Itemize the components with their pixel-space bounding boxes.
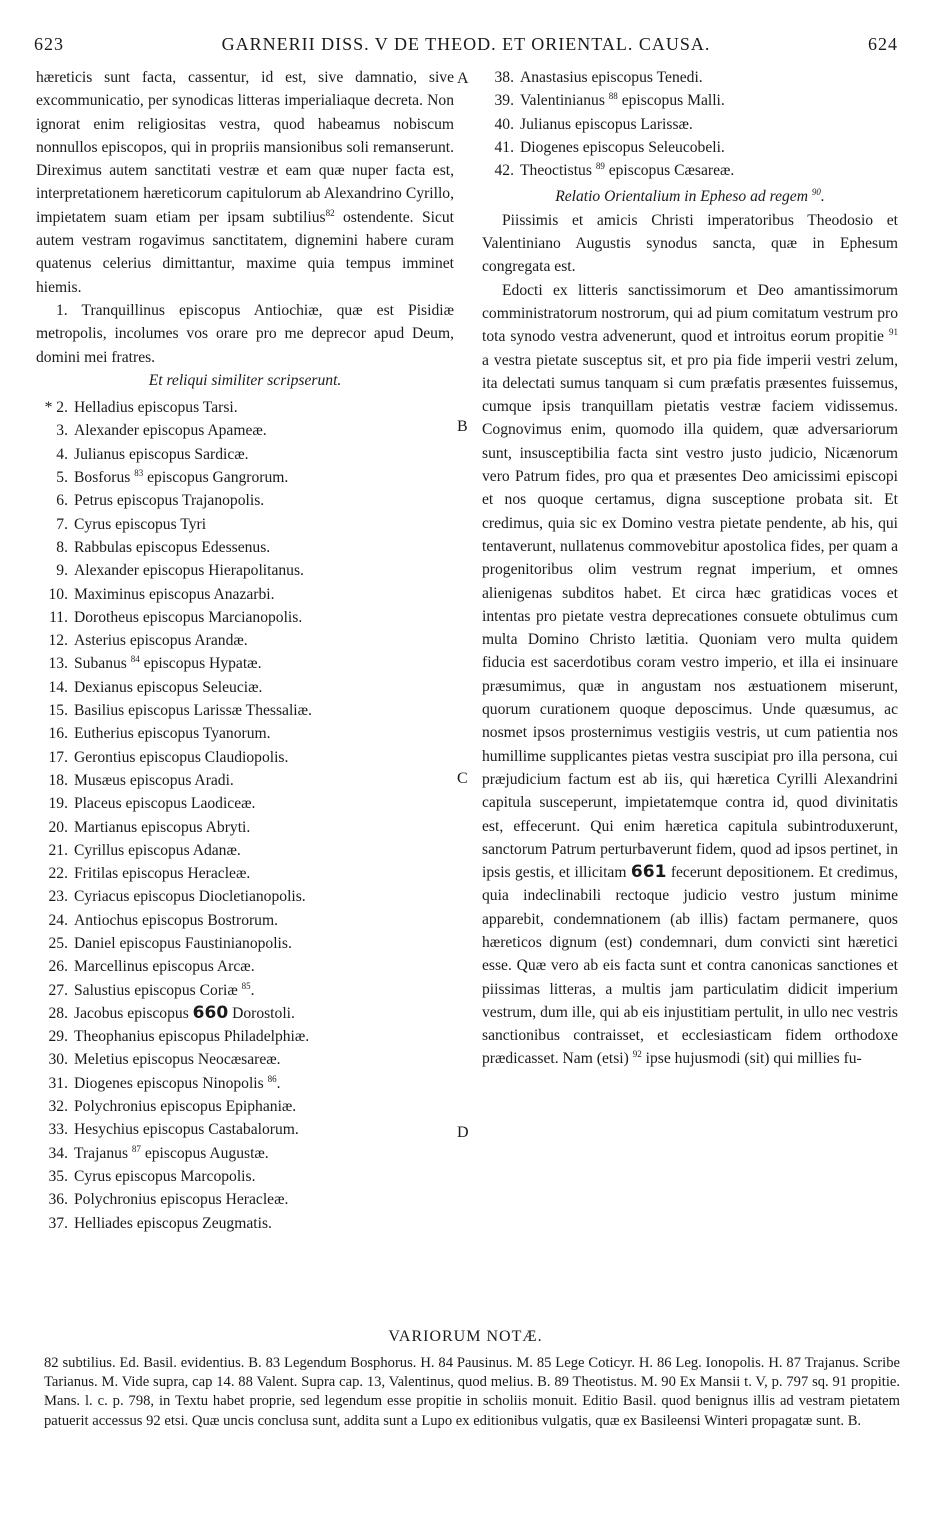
list-item: 13. Subanus $^{84}$ episcopus Hypatæ. (48, 654, 262, 673)
variorum-notes (44, 1354, 900, 1431)
list-item: 14. Dexianus episcopus Seleuciæ. (48, 678, 263, 696)
list-item: 6. Petrus episcopus Trajanopolis. (56, 492, 265, 510)
left-paragraph-2: 1. Tranquillinus episcopus Antiochiæ, quæ est Pisidiæ metropolis, incolumes vos orare pro me deprecor apud Deum, domini mei fratres. (36, 301, 454, 366)
list-item: 22. Fritilas episcopus Heracleæ. (48, 865, 251, 883)
list-item: 9. Alexander episcopus Hierapolitanus. (56, 562, 304, 580)
list-item: 32. Polychronius episcopus Epiphaniæ. (48, 1098, 297, 1116)
left-paragraph-1: hæreticis sunt facta, cassentur, id est, sive damnatio, sive excommunicatio, per synodicas litteras imperialiaque decreta. Non ignorat enim religiositas vestra, quod habeamus nobiscum nonnullos episcopos, qui in propriis mansionibus soli remanserunt. Direximus autem sanctitati vestræ et eam quæ nuper facta est, interpretationem hæreticorum capitulorum ab Alexandrino Cyrillo, impietatem suam etiam per ipsam subtilius$^{82}$ ostendente. Sicut autem vestram rogavimus sanctitatem, dignemini habere curam quatenus celerius dimittantur, maxime quia tempus imminet hiemis. (36, 69, 455, 296)
list-item: 35. Cyrus episcopus Marcopolis. (48, 1167, 256, 1185)
notes-text: 82 subtilius. Ed. Basil. evidentius. B. 83 Legendum Bosphorus. H. 84 Pausinus. M. 85 Lege Coticyr. H. 86 Leg. Ionopolis. H. 87 Trajanus. Scribe Tarianus. M. Vide supra, cap 14. 88 Valent. Supra cap. 13, Valentinus, quod melius. B. 89 Theotistus. M. 90 Ex Mansii t. V, p. 797 sq. 91 propitie. Mans. l. c. p. 798, in Textu habet proprie, sed legendum esse propitie in scholiis monuit. Editio Basil. quod benignus illis ad vestram pietatem patuerit accessus 92 etsi. Quæ uncis conclusa sunt, addita sunt a Lupo ex editionibus vulgatis, quæ ex Basileensi Winteri propagatæ sunt. B. (44, 1355, 900, 1429)
list-item: 38. Anastasius episcopus Tenedi. (494, 69, 703, 86)
list-item: 37. Helliades episcopus Zeugmatis. (48, 1214, 272, 1232)
list-item: 24. Antiochus episcopus Bostrorum. (48, 911, 279, 929)
page-number-right: 624 (868, 34, 898, 54)
list-item: 36. Polychronius episcopus Heracleæ. (48, 1191, 289, 1209)
list-item: 21. Cyrillus episcopus Adanæ. (48, 841, 241, 859)
margin-marker-a: A (457, 70, 469, 87)
list-item: 20. Martianus episcopus Abryti. (48, 818, 251, 836)
right-paragraph-1: Piissimis et amicis Christi imperatoribus Theodosio et Valentiniano Augustis synodus sancta, quæ in Ephesum congregata est. (482, 211, 898, 276)
list-item: * 2. Helladius episcopus Tarsi. (44, 399, 238, 417)
list-item: 34. Trajanus $^{87}$ episcopus Augustæ. (48, 1143, 269, 1162)
list-item: 42. Theoctistus $^{89}$ episcopus Cæsareæ. (494, 161, 735, 180)
footnote-ref: 82 (325, 207, 335, 218)
page-number-left: 623 (34, 34, 64, 54)
right-paragraph-2: Edocti ex litteris sanctissimorum et Deo amantissimorum comministratorum nostrorum, qui ad pium comitatum vestrum pro tota synodo vestra advenerunt, quod et introitus eorum propitie $^{91}$ a vestra pietate susceptus sit, et pro pia fide imperii vestri zelum, ita delectati sumus tanquam si cum præfatis præsentes fuissemus, cumque ipsis tranquillam pietatis vestræ faciem vidissemus. Cognovimus enim, quomodo illa quidem, quæ adversariorum sunt, insusceptibilia facta sint vestro justo judicio, Nicænorum vero Patrum fides, pro qua et præsentes Deo amicissimi episcopi et nos quoque certamus, digna susceptione probata sit. Et credimus, quia sic ex Domino vestra pietate pendente, ab his, qui tentaverunt, nullatenus commovebitur apostolica fides, per quam a progenitoribus olim vestrum regnat imperium, et omnes alienigenas subditos habet. Et circa hæc gratidicas voces et intentas pro pietate vestra deprecationes consuete obtulimus cum multa Domino Christo lætitia. Quoniam vero multa quidem fiducia est sacerdotibus coram vestro imperio, et illa ei insinuare præsumimus, quæ in angustam nos æstuationem miserunt, quorum curationem quoque deposcimus. Unde quæsumus, ac nosmet ipsos prosternimus vestigiis vestris, ut cum patientia nos humillime supplicantes pietas vestra suscipiat pro illa persona, cui præjudicium factum est ab iis, qui hæretica Cyrilli Alexandrini capitula susceperunt, impietatemque contra id, quod divinitatis est, effecerunt. Qui enim hæretica capitula subintroduxerunt, sanctorum Patrum perturbaverunt fidem, quod ad ipsos pertinet, in ipsis gestis, et illicitam 661 fecerunt depositionem. Et credimus, quia indeclinabili rectoque judicio vestro justum minime apparebit, condemnationem (ab illis) factam permanere, quos hæreticos dignum (est) condemnari, dum convicti sint hæretici esse. Quæ vero ab eis facta sunt et contra canonicas sanctiones et piissimas litteras, a multis jam particulatim didicit imperium vestrum, dum ille, qui ab eis injustitiam pertulit, in ullo nec vestris sanctionibus contraisset, et ecclesiasticam fidem orthodoxe prædicasset. Nam (etsi) $^{92}$ ipse hujusmodi (sit) qui millies fu- (482, 281, 898, 1068)
running-title: GARNERII DISS. V DE THEOD. ET ORIENTAL. CAUSA. (221, 34, 711, 54)
margin-marker-d: D (457, 1124, 469, 1141)
list-item: 31. Diogenes episcopus Ninopolis $^{86}$. (48, 1073, 281, 1092)
list-item: 19. Placeus episcopus Laodiceæ. (48, 795, 256, 813)
list-item: 8. Rabbulas episcopus Edessenus. (56, 538, 271, 556)
subscription-note: Et reliqui similiter scripserunt. (148, 371, 342, 389)
list-item: 5. Bosforus $^{83}$ episcopus Gangrorum. (56, 467, 289, 487)
bishop-list-left (36, 396, 454, 1235)
list-item: 26. Marcellinus episcopus Arcæ. (48, 958, 255, 976)
list-item: 23. Cyriacus episcopus Diocletianopolis. (48, 888, 306, 906)
right-column (482, 66, 898, 1071)
list-item: 28. Jacobus episcopus 660 Dorostoli. (48, 1002, 295, 1023)
page-header (34, 34, 898, 62)
relatio-heading: Relatio Orientalium in Epheso ad regem $^{90}$. (555, 187, 825, 206)
list-item: 33. Hesychius episcopus Castabalorum. (48, 1121, 299, 1139)
margin-marker-c: C (457, 770, 468, 787)
list-item: 15. Basilius episcopus Larissæ Thessaliæ. (48, 702, 312, 720)
bold-column-number: 661 (630, 862, 667, 883)
left-column (36, 66, 454, 1235)
list-item: 41. Diogenes episcopus Seleucobeli. (494, 138, 725, 156)
list-item: 10. Maximinus episcopus Anazarbi. (48, 585, 275, 603)
list-item: 27. Salustius episcopus Coriæ $^{85}$. (48, 980, 255, 999)
list-item: 40. Julianus episcopus Larissæ. (494, 115, 693, 133)
list-item: 17. Gerontius episcopus Claudiopolis. (48, 748, 289, 766)
list-item: 11. Dorotheus episcopus Marcianopolis. (49, 608, 303, 626)
list-item: 18. Musæus episcopus Aradi. (48, 771, 234, 789)
list-item: 25. Daniel episcopus Faustinianopolis. (48, 934, 292, 952)
list-item: 39. Valentinianus $^{88}$ episcopus Malli. (494, 91, 725, 110)
list-item: 4. Julianus episcopus Sardicæ. (56, 445, 249, 463)
list-item: 3. Alexander episcopus Apameæ. (56, 422, 267, 440)
list-item: 30. Meletius episcopus Neocæsareæ. (48, 1051, 281, 1069)
list-item: 7. Cyrus episcopus Tyri (56, 515, 207, 533)
list-item: 16. Eutherius episcopus Tyanorum. (48, 725, 271, 743)
bishop-list-right (482, 66, 898, 182)
margin-marker-b: B (457, 418, 468, 435)
list-item: 29. Theophanius episcopus Philadelphiæ. (48, 1028, 310, 1046)
notes-title: VARIORUM NOTÆ. (388, 1328, 543, 1345)
list-item: 12. Asterius episcopus Arandæ. (48, 632, 248, 650)
